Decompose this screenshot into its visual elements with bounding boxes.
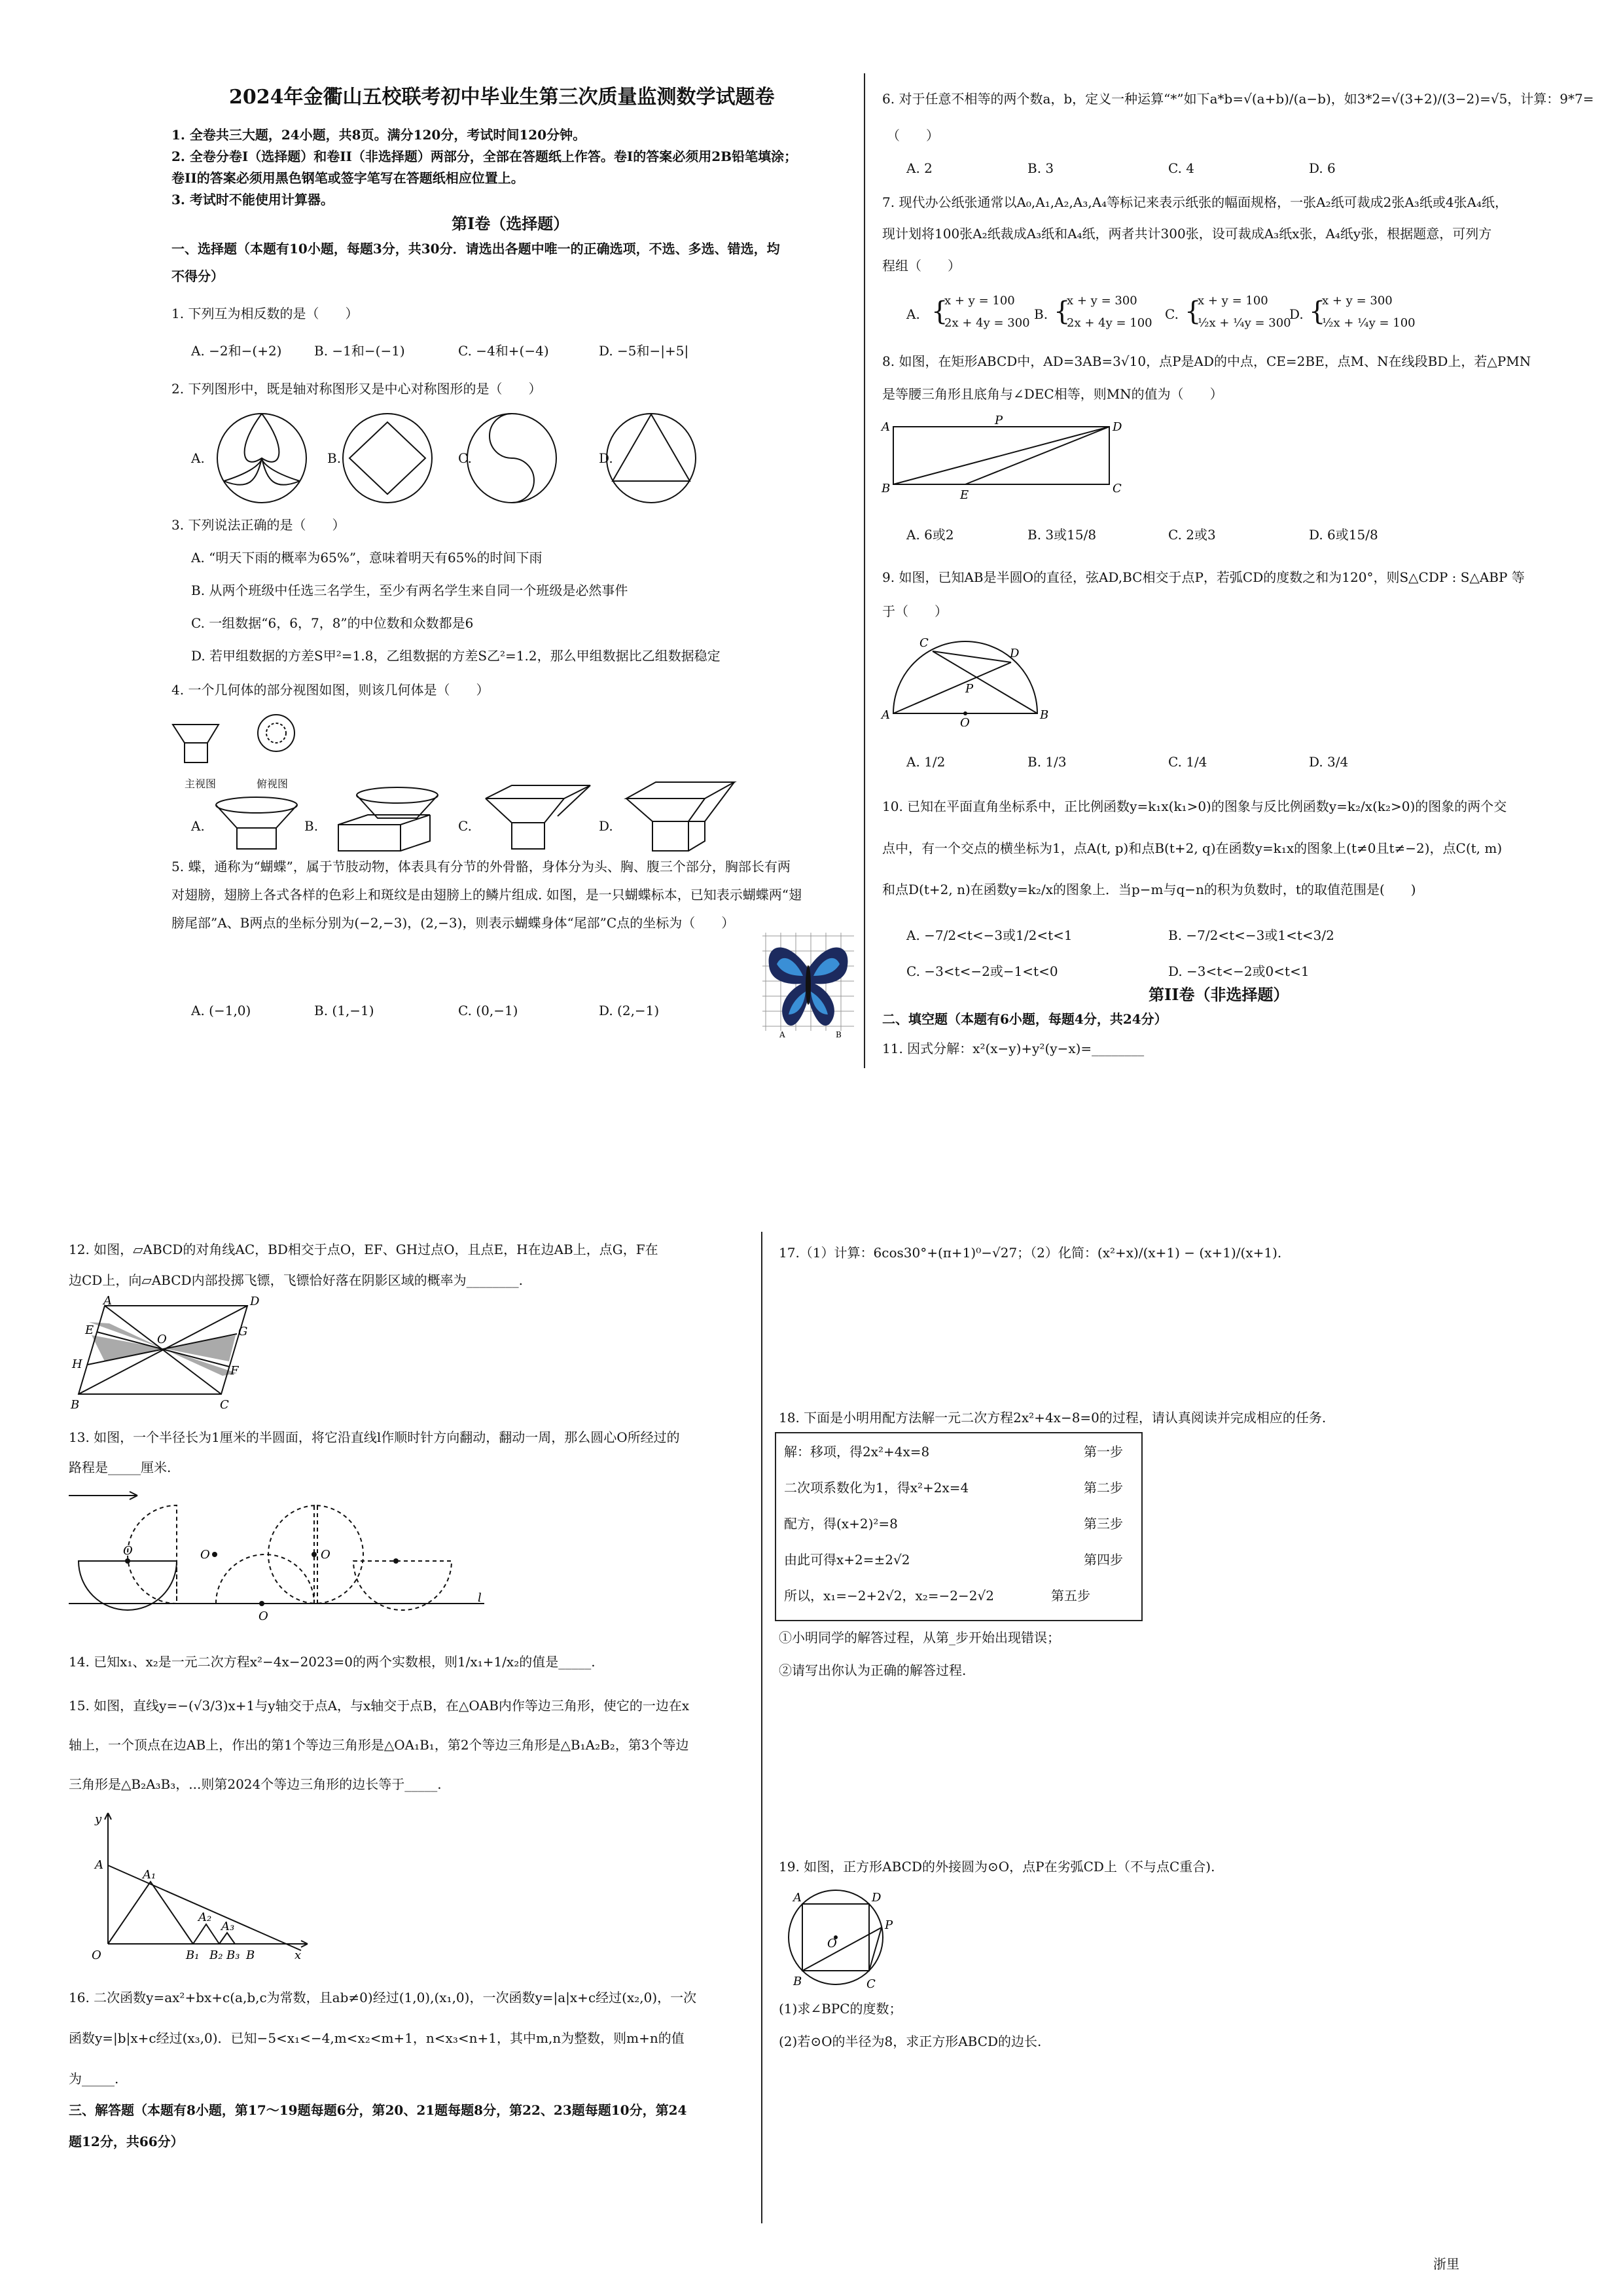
q1-option-c: C. −4和+(−4) xyxy=(458,343,549,359)
q13-line-2: 路程是_____厘米. xyxy=(69,1460,171,1475)
q7-option-c-brace: { xyxy=(1185,296,1202,327)
q13-center-1: O xyxy=(123,1544,133,1558)
q15-line-2: 轴上，一个顶点在边AB上，作出的第1个等边三角形是△OA₁B₁，第2个等边三角形是△B₁A₂B₂，第3个等边 xyxy=(69,1737,689,1753)
q6-option-c: C. 4 xyxy=(1168,160,1195,176)
q8-line-1: 8. 如图，在矩形ABCD中，AD=3AB=3√10，点P是AD的中点，CE=2BE，点M、N在线段BD上，若△PMN xyxy=(882,353,1531,369)
q8-point-c: C xyxy=(1113,482,1122,495)
q12-point-a: A xyxy=(103,1296,112,1308)
q4-label-a: A. xyxy=(191,818,205,834)
q4-label-b: B. xyxy=(304,818,319,834)
q4-top-view xyxy=(258,715,294,751)
q4-view2-label: 俯视图 xyxy=(257,778,289,790)
q18-step-3-label: 第三步 xyxy=(1084,1516,1123,1532)
q15-label-a3: A₃ xyxy=(221,1920,235,1933)
q15-line-ab xyxy=(108,1865,301,1950)
note-1: 1. 全卷共三大题，24小题，共8页。满分120分，考试时间120分钟。 xyxy=(171,127,586,143)
q18-step-4-label: 第四步 xyxy=(1084,1552,1123,1568)
q2-label-c: C. xyxy=(458,450,472,466)
q12-point-b: B xyxy=(71,1398,80,1412)
q15-line-3: 三角形是△B₂A₃B₃，...则第2024个等边三角形的边长等于_____. xyxy=(69,1776,442,1792)
q8-point-d: D xyxy=(1113,420,1122,434)
note-4: 3. 考试时不能使用计算器。 xyxy=(171,192,334,207)
q18-task-2: ②请写出你认为正确的解答过程. xyxy=(779,1662,967,1678)
q14-text: 14. 已知x₁、x₂是一元二次方程x²−4x−2023=0的两个实数根，则1/x₁+1/x₂的值是_____. xyxy=(69,1654,596,1670)
q7-line-2: 现计划将100张A₂纸裁成A₃纸和A₄纸，两者共计300张，设可裁成A₃纸x张，A₄纸y张，根据题意，可列方 xyxy=(882,226,1492,242)
q8-point-b: B xyxy=(882,482,891,495)
q7-option-b-eq1: x + y = 300 xyxy=(1067,294,1137,308)
q18-task-1: ①小明同学的解答过程，从第_步开始出现错误； xyxy=(779,1630,1060,1645)
q4-front-view xyxy=(173,725,219,762)
q15-figure xyxy=(65,1803,327,1960)
q10-option-a: A. −7/2<t<−3或1/2<t<1 xyxy=(906,927,1073,943)
q2-figure-b xyxy=(343,414,432,503)
q2-label-a: A. xyxy=(191,450,205,466)
q8-point-a: A xyxy=(882,420,890,434)
q12-line-1: 12. 如图，▱ABCD的对角线AC，BD相交于点O，EF、GH过点O，且点E，H在边AB上，点G，F在 xyxy=(69,1242,658,1257)
q15-label-x: x xyxy=(294,1948,302,1960)
q15-label-b: B xyxy=(246,1948,255,1960)
q10-option-d: D. −3<t<−2或0<t<1 xyxy=(1168,963,1310,979)
q7-option-a-brace: { xyxy=(931,296,948,327)
q8-option-c: C. 2或3 xyxy=(1168,527,1216,543)
footer-mark: 浙里 xyxy=(1433,2256,1459,2272)
q7-option-d-label: D. xyxy=(1289,306,1304,322)
q5-line-1: 5. 蝶，通称为“蝴蝶”，属于节肢动物，体表具有分节的外骨骼，身体分为头、胸、腹三个部分，胸部长有两 xyxy=(171,859,791,874)
q11-text: 11. 因式分解：x²(x−y)+y²(y−x)=________ xyxy=(882,1041,1145,1056)
q7-options xyxy=(906,288,1469,340)
q15-label-b1: B₁ xyxy=(186,1948,200,1960)
q7-line-1: 7. 现代办公纸张通常以A₀,A₁,A₂,A₃,A₄等标记来表示纸张的幅面规格，一张A₂纸可裁成2张A₃纸或4张A₄纸， xyxy=(882,194,1508,210)
q4-option-b-figure xyxy=(338,787,438,851)
q18-step-2-text: 二次项系数化为1，得x²+2x=4 xyxy=(784,1480,969,1496)
q3-option-d: D. 若甲组数据的方差S甲²=1.8，乙组数据的方差S乙²=1.2，那么甲组数据比乙组数据稳定 xyxy=(191,648,721,664)
q19-point-d: D xyxy=(872,1891,882,1905)
q2-label-b: B. xyxy=(327,450,342,466)
q7-option-b-brace: { xyxy=(1054,296,1071,327)
q8-option-d: D. 6或15/8 xyxy=(1309,527,1378,543)
q2-figure-a xyxy=(217,414,306,503)
section1-heading-1: 一、选择题（本题有10小题，每题3分，共30分．请选出各题中唯一的正确选项，不选、多选、错选，均 xyxy=(171,241,780,257)
q12-point-o: O xyxy=(157,1333,167,1346)
q18-step-4-text: 由此可得x+2=±2√2 xyxy=(784,1552,910,1568)
q12-point-d: D xyxy=(250,1296,260,1308)
q5-option-a: A. (−1,0) xyxy=(191,1003,251,1018)
q5-line-3: 膀尾部”A、B两点的坐标分别为(−2,−3)，(2,−3)，则表示蝴蝶身体“尾部”C点的坐标为（ ） xyxy=(171,915,735,931)
q10-line-2: 点中，有一个交点的横坐标为1，点A(t, p)和点B(t+2, q)在函数y=k₁x的图象上(t≠0且t≠−2)，点C(t, m) xyxy=(882,840,1503,856)
q10-line-3: 和点D(t+2, n)在函数y=k₂/x的图象上．当p−m与q−n的积为负数时，t的取值范围是( ) xyxy=(882,882,1416,897)
q6-line-1: 6. 对于任意不相等的两个数a，b，定义一种运算“*”如下a*b=√(a+b)/(a−b)，如3*2=√(3+2)/(3−2)=√5，计算：9*7= xyxy=(882,91,1594,107)
q12-point-c: C xyxy=(220,1398,229,1412)
q9-point-p: P xyxy=(965,682,974,696)
q9-option-b: B. 1/3 xyxy=(1027,754,1067,770)
q18-step-1-text: 解：移项，得2x²+4x=8 xyxy=(784,1444,930,1460)
q17-text: 17.（1）计算：6cos30°+(π+1)⁰−√27；（2）化简：(x²+x)/(x+1) − (x+1)/(x+1). xyxy=(779,1245,1282,1261)
q8-option-a: A. 6或2 xyxy=(906,527,954,543)
q18-stem: 18. 下面是小明用配方法解一元二次方程2x²+4x−8=0的过程，请认真阅读并完成相应的任务. xyxy=(779,1410,1327,1426)
q8-point-e: E xyxy=(960,488,969,502)
q9-option-c: C. 1/4 xyxy=(1168,754,1207,770)
q7-option-c-eq2: ½x + ¼y = 300 xyxy=(1198,316,1291,330)
q4-label-d: D. xyxy=(599,818,613,834)
q10-option-c: C. −3<t<−2或−1<t<0 xyxy=(906,963,1058,979)
q3-stem: 3. 下列说法正确的是（ ） xyxy=(171,517,346,533)
q18-step-2-label: 第二步 xyxy=(1084,1480,1123,1496)
q18-step-1-label: 第一步 xyxy=(1084,1444,1123,1460)
q19-point-b: B xyxy=(793,1975,802,1988)
q4-option-a-figure xyxy=(216,797,297,849)
q2-figure-d xyxy=(607,414,696,503)
q2-figure-c xyxy=(467,414,556,503)
q13-label-l: l xyxy=(478,1591,482,1605)
q13-center-2: O xyxy=(200,1548,210,1562)
q4-option-d-figure xyxy=(626,782,734,851)
q13-line-1: 13. 如图，一个半径长为1厘米的半圆面，将它沿直线l作顺时针方向翻动，翻动一周，那么圆心O所经过的 xyxy=(69,1429,680,1445)
q3-option-a: A. “明天下雨的概率为65%”，意味着明天有65%的时间下雨 xyxy=(191,550,543,565)
q7-option-b-eq2: 2x + 4y = 100 xyxy=(1067,316,1152,330)
section1-heading-2: 不得分） xyxy=(171,268,224,284)
q1-stem: 1. 下列互为相反数的是（ ） xyxy=(171,306,359,321)
q1-option-b: B. −1和−(−1) xyxy=(314,343,405,359)
q1-option-a: A. −2和−(+2) xyxy=(191,343,282,359)
q4-stem: 4. 一个几何体的部分视图如图，则该几何体是（ ） xyxy=(171,682,490,698)
q2-figures xyxy=(216,409,726,507)
q3-option-b: B. 从两个班级中任选三名学生，至少有两名学生来自同一个班级是必然事件 xyxy=(191,583,628,598)
q12-point-g: G xyxy=(238,1325,248,1338)
q7-option-d-brace: { xyxy=(1309,296,1326,327)
q19-task-1: (1)求∠BPC的度数； xyxy=(779,2001,902,2017)
q16-line-3: 为_____. xyxy=(69,2071,119,2087)
q9-line-1: 9. 如图，已知AB是半圆O的直径，弦AD,BC相交于点P，若弧CD的度数之和为120°，则S△CDP : S△ABP 等 xyxy=(882,569,1525,585)
q4-option-c-figure xyxy=(486,785,590,849)
exam-title: 2024年金衢山五校联考初中毕业生第三次质量监测数学试题卷 xyxy=(229,86,775,109)
q13-center-3: O xyxy=(259,1609,268,1623)
q7-option-b-label: B. xyxy=(1034,306,1048,322)
q9-line-2: 于（ ） xyxy=(882,603,948,619)
q19-figure xyxy=(779,1882,903,1996)
q7-option-d-eq1: x + y = 300 xyxy=(1322,294,1393,308)
q9-point-b: B xyxy=(1040,708,1049,722)
q7-option-c-label: C. xyxy=(1165,306,1179,322)
q5-line-2: 对翅膀，翅膀上各式各样的色彩上和斑纹是由翅膀上的鳞片组成. 如图，是一只蝴蝶标本，已知表示蝴蝶两“翅 xyxy=(171,887,802,903)
q6-option-d: D. 6 xyxy=(1309,160,1336,176)
q9-figure xyxy=(880,628,1050,726)
q6-option-a: A. 2 xyxy=(906,160,933,176)
q5-point-a: A xyxy=(779,1030,785,1039)
q9-point-a: A xyxy=(882,708,890,722)
q18-solution-box xyxy=(775,1432,1143,1621)
q16-line-2: 函数y=|b|x+c经过(x₃,0)．已知−5<x₁<−4,m<x₂<m+1，n<x₃<n+1，其中m,n为整数，则m+n的值 xyxy=(69,2030,685,2046)
q9-point-d: D xyxy=(1010,647,1020,660)
q18-step-5-label: 第五步 xyxy=(1051,1588,1090,1604)
q7-option-a-eq1: x + y = 100 xyxy=(944,294,1015,308)
q19-point-a: A xyxy=(793,1891,802,1905)
q1-option-d: D. −5和−|+5| xyxy=(599,343,689,359)
q9-point-c: C xyxy=(919,636,929,650)
q15-label-y: y xyxy=(95,1812,102,1826)
q15-label-o: O xyxy=(92,1948,101,1960)
q8-figure xyxy=(880,412,1129,504)
q19-point-p: P xyxy=(885,1918,893,1932)
q4-view1-label: 主视图 xyxy=(185,778,217,790)
note-3: 卷II的答案必须用黑色钢笔或签字笔写在答题纸相应位置上。 xyxy=(171,170,524,186)
q7-option-d-eq2: ½x + ¼y = 100 xyxy=(1322,316,1416,330)
q15-label-a: A xyxy=(95,1858,103,1872)
q3-option-c: C. 一组数据“6，6，7，8”的中位数和众数都是6 xyxy=(191,615,474,631)
q5-butterfly-figure xyxy=(762,933,854,1041)
q8-option-b: B. 3或15/8 xyxy=(1027,527,1097,543)
q16-line-1: 16. 二次函数y=ax²+bx+c(a,b,c为常数，且ab≠0)经过(1,0),(x₁,0)，一次函数y=|a|x+c经过(x₂,0)，一次 xyxy=(69,1990,697,2005)
q8-line-2: 是等腰三角形且底角与∠DEC相等，则MN的值为（ ） xyxy=(882,386,1223,402)
q9-point-o: O xyxy=(960,716,970,726)
q9-option-d: D. 3/4 xyxy=(1309,754,1349,770)
q10-line-1: 10. 已知在平面直角坐标系中，正比例函数y=k₁x(k₁>0)的图象与反比例函数y=k₂/x(k₂>0)的图象的两个交 xyxy=(882,798,1507,814)
q5-option-c: C. (0,−1) xyxy=(458,1003,518,1018)
q5-option-b: B. (1,−1) xyxy=(314,1003,374,1018)
q9-option-a: A. 1/2 xyxy=(906,754,946,770)
q19-point-o: O xyxy=(827,1937,837,1950)
q15-line-1: 15. 如图，直线y=−(√3/3)x+1与y轴交于点A，与x轴交于点B，在△OAB内作等边三角形，使它的一边在x xyxy=(69,1698,690,1713)
section3-heading-1: 三、解答题（本题有8小题，第17～19题每题6分，第20、21题每题8分，第22、23题每题10分，第24 xyxy=(69,2102,687,2118)
q18-step-5-text: 所以，x₁=−2+2√2，x₂=−2−2√2 xyxy=(784,1588,994,1604)
q7-option-a-eq2: 2x + 4y = 300 xyxy=(944,316,1030,330)
q12-point-h: H xyxy=(72,1357,82,1371)
q6-option-b: B. 3 xyxy=(1027,160,1054,176)
part1-title: 第Ⅰ卷（选择题） xyxy=(452,214,569,233)
q19-task-2: (2)若⊙O的半径为8，求正方形ABCD的边长. xyxy=(779,2034,1042,2049)
q10-option-b: B. −7/2<t<−3或1<t<3/2 xyxy=(1168,927,1334,943)
q15-label-b3: B₃ xyxy=(226,1948,240,1960)
q15-label-a1: A₁ xyxy=(143,1868,156,1882)
section2-heading: 二、填空题（本题有6小题，每题4分，共24分） xyxy=(882,1011,1168,1027)
column-divider-page2 xyxy=(761,1232,762,2223)
q19-point-c: C xyxy=(866,1977,876,1991)
q5-point-b: B xyxy=(836,1030,842,1039)
q2-stem: 2. 下列图形中，既是轴对称图形又是中心对称图形的是（ ） xyxy=(171,381,542,397)
q8-point-p: P xyxy=(995,414,1003,427)
q7-option-a-label: A. xyxy=(906,306,920,322)
q2-label-d: D. xyxy=(599,450,613,466)
q4-label-c: C. xyxy=(458,818,472,834)
q12-point-e: E xyxy=(85,1323,94,1337)
section3-heading-2: 题12分，共66分） xyxy=(69,2134,184,2149)
q12-figure xyxy=(65,1296,275,1417)
q12-point-f: F xyxy=(230,1364,239,1378)
q6-line-2: （ ） xyxy=(887,128,939,143)
q13-figure xyxy=(65,1482,497,1640)
q18-step-3-text: 配方，得(x+2)²=8 xyxy=(784,1516,898,1532)
note-2: 2. 全卷分卷Ⅰ（选择题）和卷II（非选择题）两部分，全部在答题纸上作答。卷Ⅰ的答案必须用2B铅笔填涂； xyxy=(171,149,798,164)
q12-line-2: 边CD上，向▱ABCD内部投掷飞镖，飞镖恰好落在阴影区域的概率为________. xyxy=(69,1272,523,1288)
q5-option-d: D. (2,−1) xyxy=(599,1003,660,1018)
q7-option-c-eq1: x + y = 100 xyxy=(1198,294,1268,308)
q19-stem: 19. 如图，正方形ABCD的外接圆为⊙O，点P在劣弧CD上（不与点C重合). xyxy=(779,1859,1215,1874)
q15-label-a2: A₂ xyxy=(198,1910,212,1924)
q13-center-4: O xyxy=(321,1548,330,1562)
q7-line-3: 程组（ ） xyxy=(882,258,961,274)
q15-label-b2: B₂ xyxy=(209,1948,223,1960)
column-divider-page1 xyxy=(864,73,865,1068)
part2-title: 第II卷（非选择题） xyxy=(1149,985,1289,1004)
